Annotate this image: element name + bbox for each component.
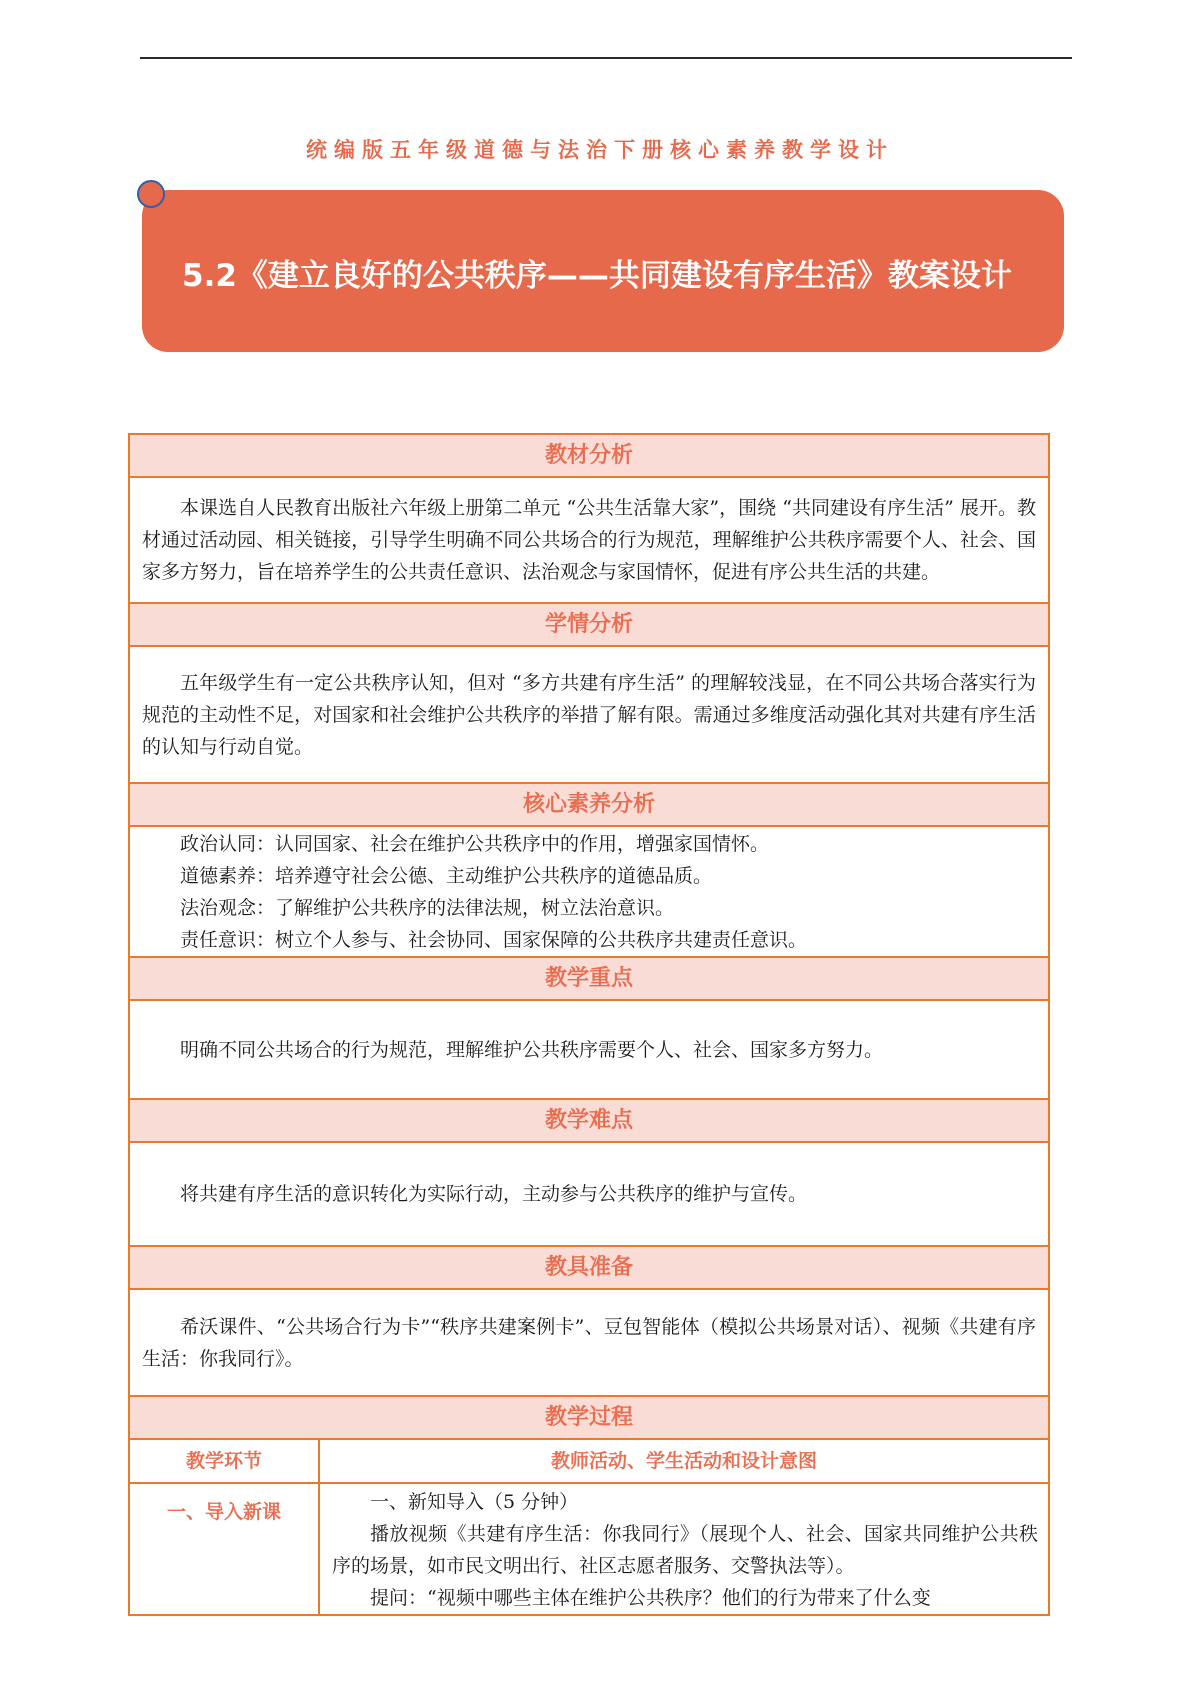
key-point-text: 明确不同公共场合的行为规范，理解维护公共秩序需要个人、社会、国家多方努力。 [180,1038,884,1061]
column-header-stage: 教学环节 [130,1440,320,1482]
materials-text: 希沃课件、“公共场合行为卡”“秩序共建案例卡”、豆包智能体（模拟公共场景对话）、视频《共建有序生活：你我同行》。 [142,1315,1036,1370]
stage-line: 提问：“视频中哪些主体在维护公共秩序？他们的行为带来了什么变 [370,1587,931,1609]
banner-circle-decoration [137,180,165,208]
stage-line: 播放视频《共建有序生活：你我同行》（展现个人、社会、国家共同维护公共秩序的场景，如市民文明出行、社区志愿者服务、交警执法等）。 [332,1523,1038,1577]
stage-line: 一、新知导入（5 分钟） [370,1491,579,1513]
section-heading-materials: 教具准备 [130,1247,1048,1290]
literacy-item: 道德素养：培养遵守社会公德、主动维护公共秩序的道德品质。 [180,864,713,887]
section-heading-textbook: 教材分析 [130,435,1048,478]
section-body-materials [130,1290,1048,1397]
lesson-plan-table [128,433,1050,1616]
section-body-literacy [130,827,1048,958]
stage-name: 一、导入新课 [130,1484,320,1614]
section-body-key-point [130,1001,1048,1100]
section-body-students [130,647,1048,784]
section-heading-students: 学情分析 [130,604,1048,647]
section-heading-difficulty: 教学难点 [130,1100,1048,1143]
series-title: 统编版五年级道德与法治下册核心素养教学设计 [306,138,894,162]
section-body-difficulty [130,1143,1048,1247]
difficulty-text: 将共建有序生活的意识转化为实际行动，主动参与公共秩序的维护与宣传。 [180,1183,808,1205]
top-rule [140,57,1072,59]
process-column-headers [130,1440,1048,1484]
literacy-item: 责任意识：树立个人参与、社会协同、国家保障的公共秩序共建责任意识。 [180,928,808,951]
literacy-item: 法治观念：了解维护公共秩序的法律法规，树立法治意识。 [180,896,675,919]
lesson-title: 5.2《建立良好的公共秩序——共同建设有序生活》教案设计 [182,258,1012,294]
section-heading-key-point: 教学重点 [130,958,1048,1001]
literacy-item: 政治认同：认同国家、社会在维护公共秩序中的作用，增强家国情怀。 [180,832,770,855]
process-row-intro [130,1484,1048,1614]
section-body-textbook [130,478,1048,604]
student-analysis-text: 五年级学生有一定公共秩序认知，但对 “多方共建有序生活” 的理解较浅显，在不同公共场合落实行为规范的主动性不足，对国家和社会维护公共秩序的举措了解有限。需通过多维度活动强化其对共建有序生活的认知与行动自觉。 [142,671,1036,758]
section-heading-process: 教学过程 [130,1397,1048,1440]
section-heading-literacy: 核心素养分析 [130,784,1048,827]
textbook-analysis-text: 本课选自人民教育出版社六年级上册第二单元 “公共生活靠大家”，围绕 “共同建设有序生活” 展开。教材通过活动园、相关链接，引导学生明确不同公共场合的行为规范，理解维护公共秩序需要个人、社会、国家多方努力，旨在培养学生的公共责任意识、法治观念与家国情怀，促进有序公共生活的共建。 [142,497,1036,583]
column-header-activity: 教师活动、学生活动和设计意图 [550,1450,817,1472]
stage-content [320,1484,1048,1614]
